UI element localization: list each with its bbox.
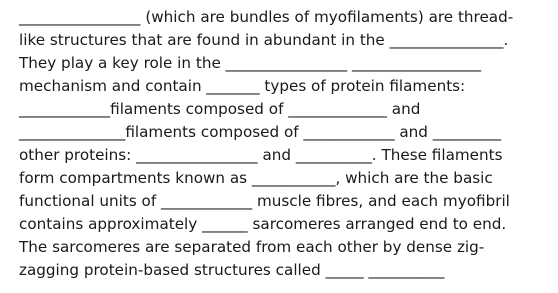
text-line-11: The sarcomeres are separated from each other by dense zig- <box>19 238 485 256</box>
text-line-3: They play a key role in the ________________ _________________ <box>19 54 482 72</box>
text-line-6: ______________filaments composed of ____________ and _________ <box>19 123 502 141</box>
text-line-9: functional units of ____________ muscle fibres, and each myofibril <box>19 192 510 210</box>
text-line-10: contains approximately ______ sarcomeres arranged end to end. <box>19 215 507 233</box>
text-line-8: form compartments known as ___________, which are the basic <box>19 169 493 187</box>
text-line-4: mechanism and contain _______ types of protein filaments: <box>19 77 466 95</box>
text-line-7: other proteins: ________________ and __________. These filaments <box>19 146 503 164</box>
text-line-12: zagging protein-based structures called _____ __________ <box>19 261 445 279</box>
text-line-1: ________________ (which are bundles of myofilaments) are thread- <box>19 8 514 26</box>
text-line-2: like structures that are found in abundant in the _______________. <box>19 31 509 49</box>
text-line-5: ____________filaments composed of _____________ and <box>19 100 421 118</box>
